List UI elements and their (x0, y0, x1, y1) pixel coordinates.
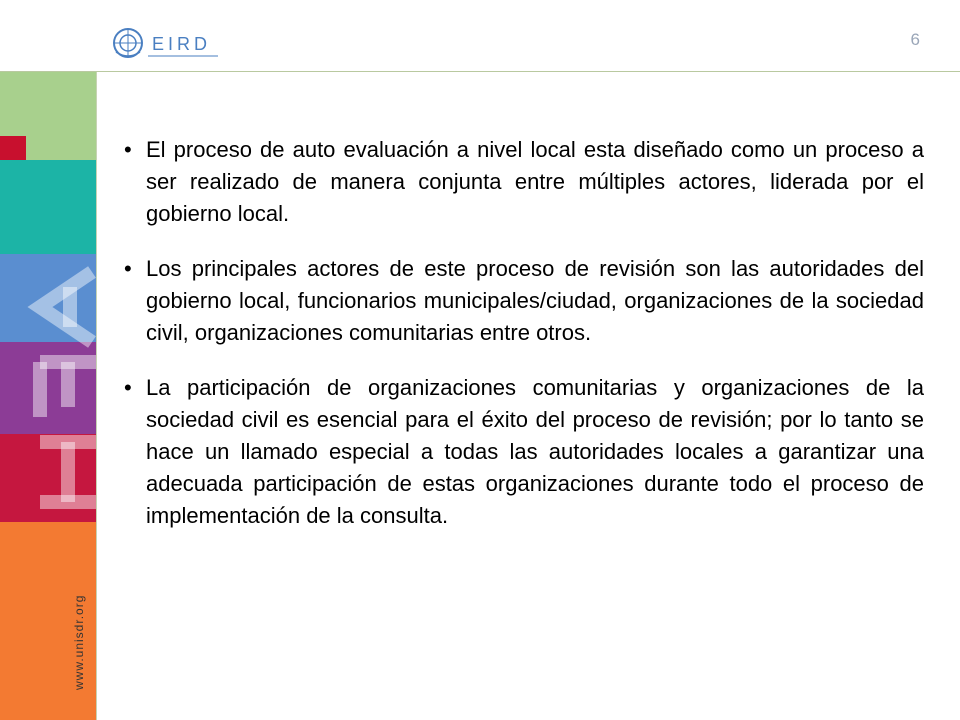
logo-text: EIRD (152, 34, 212, 54)
un-emblem-icon (112, 26, 222, 60)
sidebar-divider (96, 72, 97, 720)
hfa-letters-graphic (0, 72, 96, 522)
bullet-item (124, 372, 924, 532)
slide-content (124, 134, 924, 555)
bullet-dot-icon: • (124, 256, 132, 281)
bullet-text: El proceso de auto evaluación a nivel local esta diseñado como un proceso a ser realizado de manera conjunta entre múltiples actores, liderada por el gobierno local. (146, 137, 924, 226)
website-url: www.unisdr.org (72, 594, 86, 690)
eird-logo (112, 26, 222, 60)
header-rule (0, 71, 960, 72)
bullet-dot-icon: • (124, 137, 132, 162)
bullet-dot-icon: • (124, 375, 132, 400)
bullet-text: Los principales actores de este proceso de revisión son las autoridades del gobierno local, funcionarios municipales/ciudad, organizaciones de la sociedad civil, organizaciones comunitarias entre otros. (146, 256, 924, 345)
bullet-item (124, 253, 924, 349)
bullet-item (124, 134, 924, 230)
bullet-text: La participación de organizaciones comunitarias y organizaciones de la sociedad civil es esencial para el éxito del proceso de revisión; por lo tanto se hace un llamado especial a todas las autoridades locales a garantizar una adecuada participación de estas organizaciones durante todo el proceso de implementación de la consulta. (146, 375, 924, 528)
page-number: 6 (910, 30, 920, 49)
